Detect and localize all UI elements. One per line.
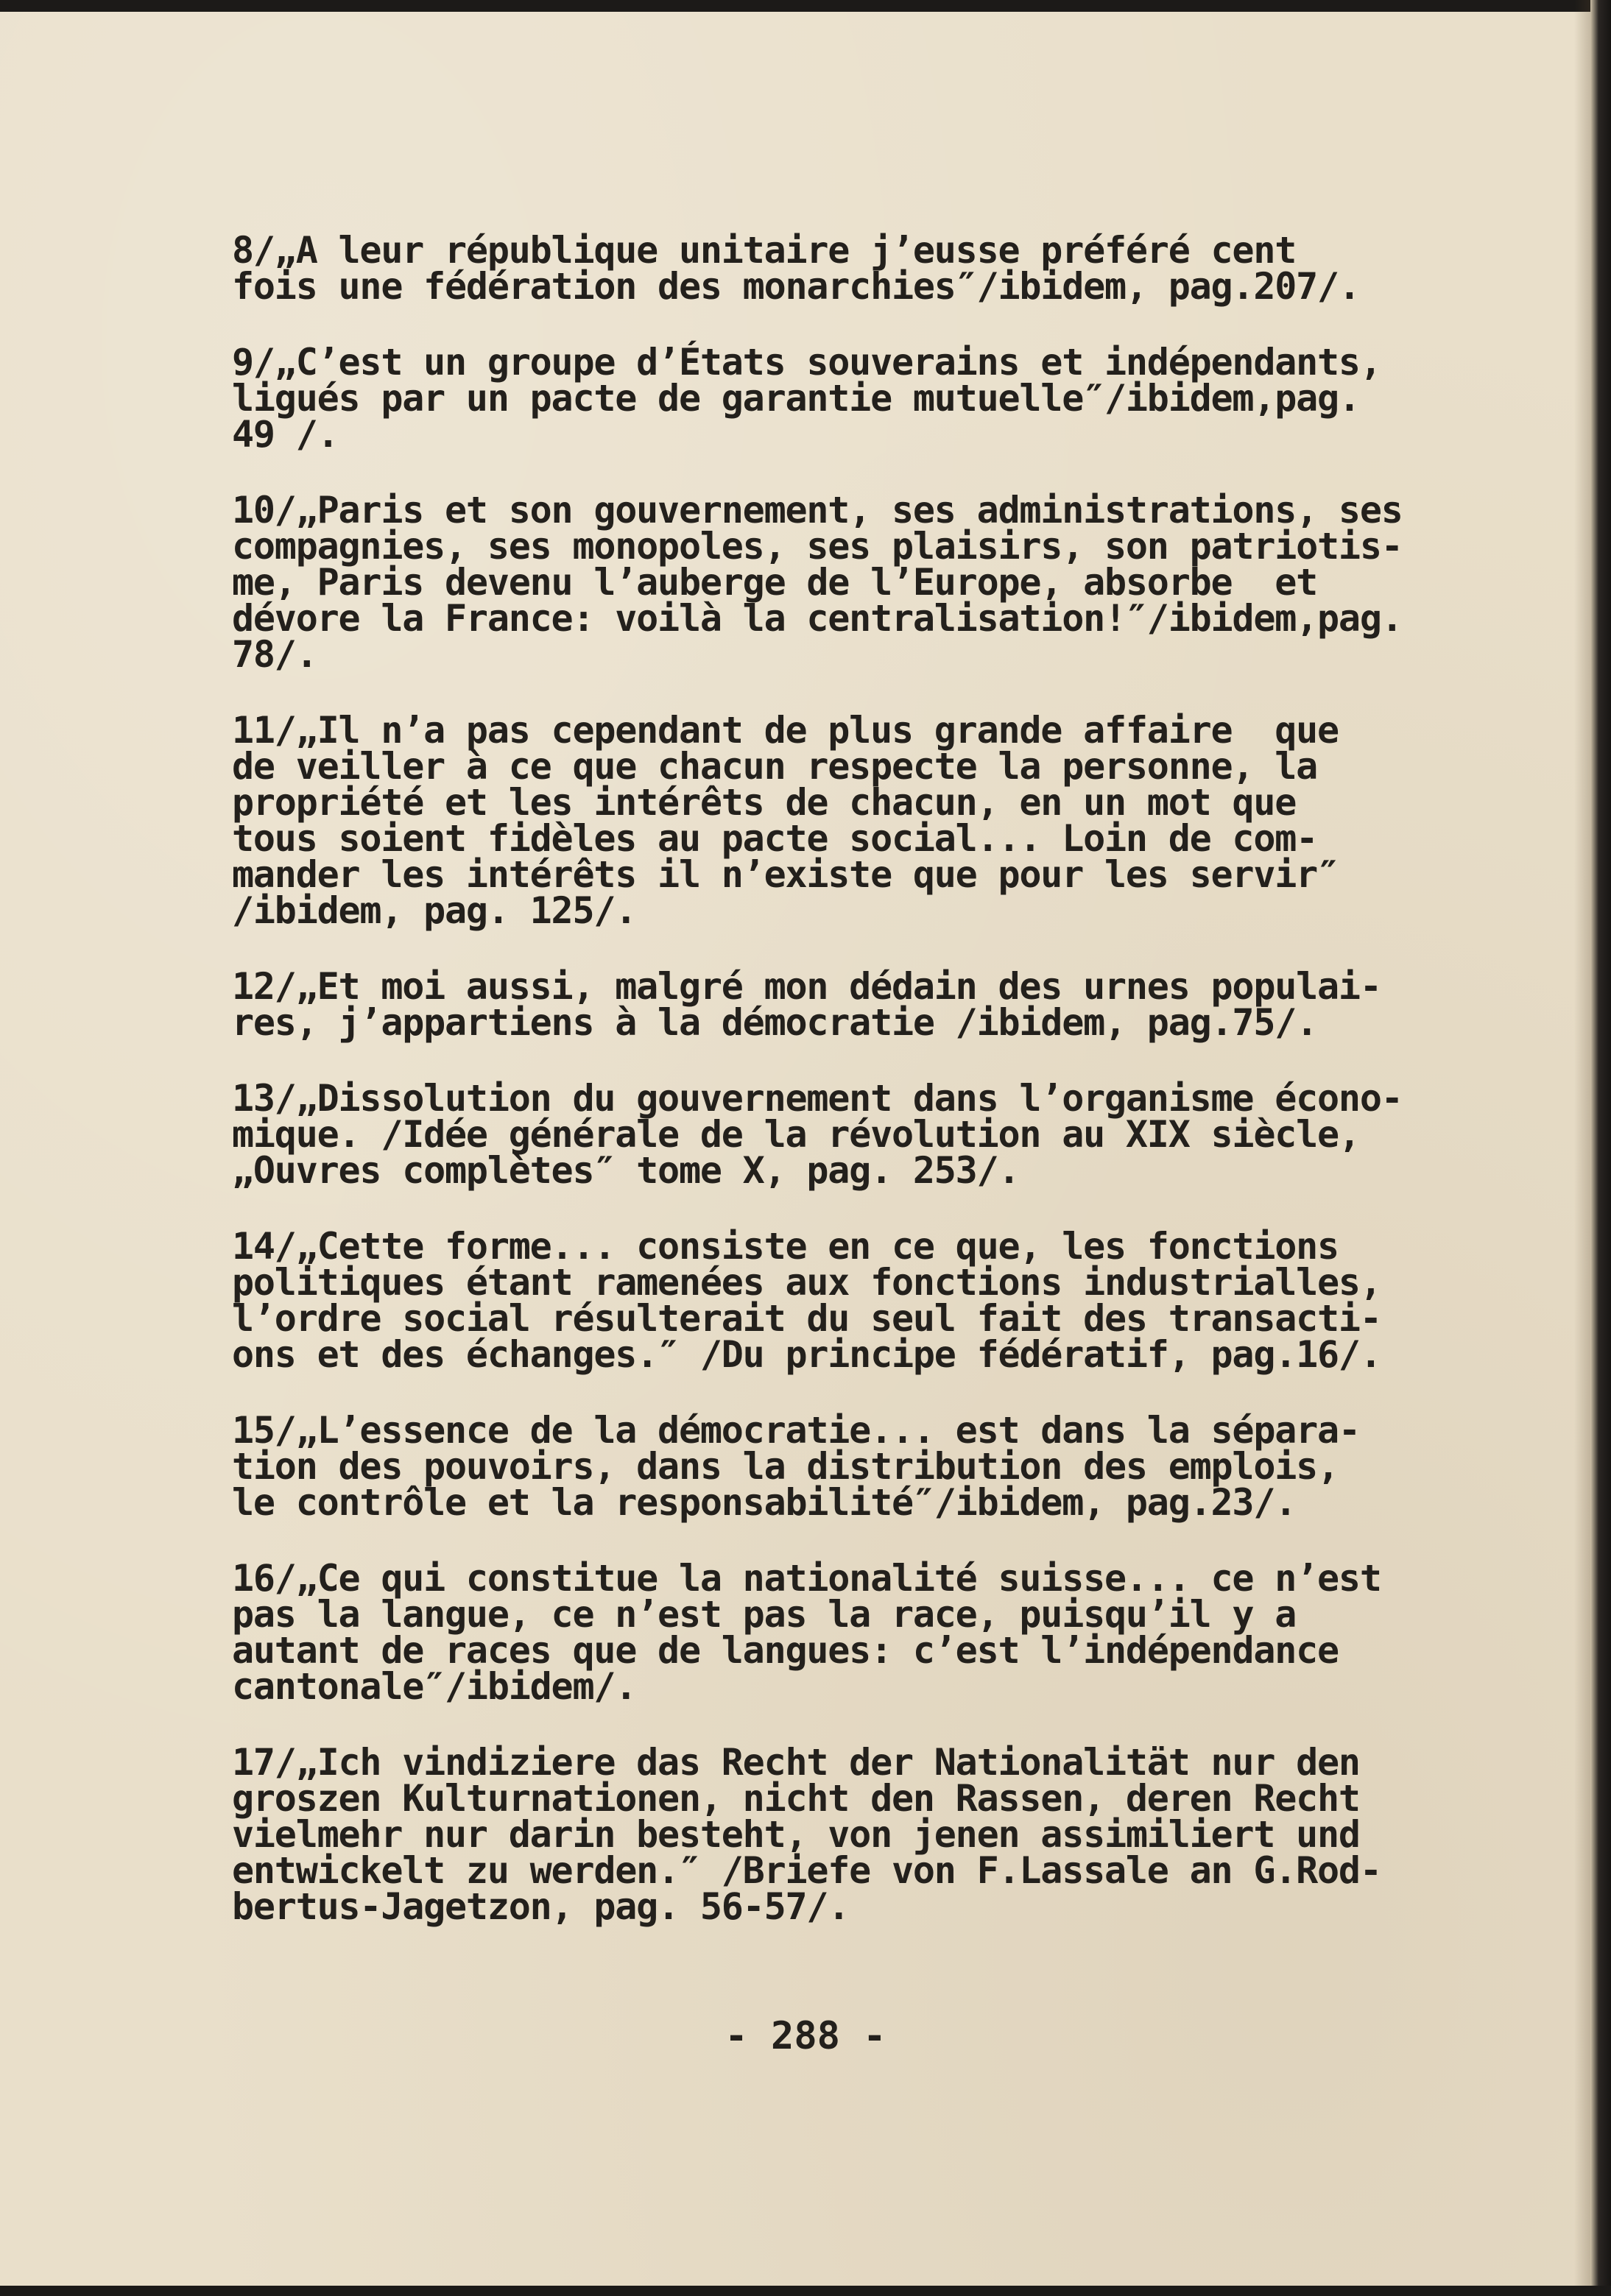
footnote-13: [232, 1077, 1454, 1192]
footnote-11: [232, 709, 1454, 932]
footnote-line: 17/„Ich vindiziere das Recht der Nationalität nur den: [232, 1741, 1360, 1784]
footnote-line: /ibidem, pag. 125/.: [232, 889, 637, 932]
scan-edge-top: [0, 0, 1611, 12]
footnote-10: [232, 489, 1454, 676]
footnote-line: mique. /Idée générale de la révolution au XIX siècle,: [232, 1113, 1360, 1156]
footnote-8: [232, 229, 1454, 308]
footnote-line: tous soient fidèles au pacte social... Loin de com-: [232, 817, 1318, 860]
scan-edge-right-shadow: [1574, 0, 1590, 2296]
footnote-line: autant de races que de langues: c’est l’indépendance: [232, 1629, 1339, 1672]
footnote-line: dévore la France: voilà la centralisation!″/ibidem,pag.: [232, 597, 1403, 640]
footnote-line: 15/„L’essence de la démocratie... est dans la sépara-: [232, 1409, 1360, 1452]
footnote-line: ons et des échanges.″ /Du principe fédératif, pag.16/.: [232, 1333, 1381, 1376]
footnote-line: 8/„A leur république unitaire j’eusse préféré cent: [232, 229, 1297, 272]
footnote-line: 49 /.: [232, 413, 339, 456]
footnote-16: [232, 1557, 1454, 1708]
page-number: - 288 -: [725, 2014, 886, 2058]
footnote-line: fois une fédération des monarchies″/ibidem, pag.207/.: [232, 265, 1360, 308]
footnote-line: vielmehr nur darin besteht, von jenen assimiliert und: [232, 1813, 1360, 1856]
footnote-line: „Ouvres complètes″ tome X, pag. 253/.: [232, 1149, 1020, 1192]
footnote-line: pas la langue, ce n’est pas la race, puisqu’il y a: [232, 1593, 1297, 1636]
footnote-line: mander les intérêts il n’existe que pour les servir″: [232, 853, 1339, 896]
footnote-line: bertus-Jagetzon, pag. 56-57/.: [232, 1885, 850, 1928]
footnote-15: [232, 1409, 1454, 1524]
footnote-line: de veiller à ce que chacun respecte la personne, la: [232, 745, 1318, 788]
footnote-line: cantonale″/ibidem/.: [232, 1665, 637, 1708]
footnote-12: [232, 965, 1454, 1044]
footnote-line: 14/„Cette forme... consiste en ce que, les fonctions: [232, 1225, 1339, 1268]
footnote-line: groszen Kulturnationen, nicht den Rassen, deren Recht: [232, 1777, 1360, 1820]
footnotes-block: [232, 229, 1454, 1965]
footnote-line: l’ordre social résulterait du seul fait des transacti-: [232, 1297, 1381, 1340]
footnote-line: 9/„C’est un groupe d’États souverains et indépendants,: [232, 341, 1381, 384]
footnote-line: 16/„Ce qui constitue la nationalité suisse... ce n’est: [232, 1557, 1381, 1600]
footnote-line: compagnies, ses monopoles, ses plaisirs, son patriotis-: [232, 525, 1403, 568]
footnote-17: [232, 1741, 1454, 1928]
footnote-line: res, j’appartiens à la démocratie /ibidem, pag.75/.: [232, 1001, 1318, 1044]
footnote-line: entwickelt zu werden.″ /Briefe von F.Lassale an G.Rod-: [232, 1849, 1381, 1892]
scan-edge-right: [1590, 0, 1611, 2296]
scan-edge-bottom: [0, 2286, 1611, 2296]
footnote-line: 13/„Dissolution du gouvernement dans l’organisme écono-: [232, 1077, 1403, 1120]
footnote-14: [232, 1225, 1454, 1376]
footnote-line: ligués par un pacte de garantie mutuelle″/ibidem,pag.: [232, 377, 1360, 420]
footnote-line: 11/„Il n’a pas cependant de plus grande affaire que: [232, 709, 1339, 752]
footnote-line: politiques étant ramenées aux fonctions industrialles,: [232, 1261, 1381, 1304]
footnote-line: 10/„Paris et son gouvernement, ses administrations, ses: [232, 489, 1403, 531]
footnote-line: propriété et les intérêts de chacun, en un mot que: [232, 781, 1297, 824]
footnote-9: [232, 341, 1454, 456]
footnote-line: le contrôle et la responsabilité″/ibidem, pag.23/.: [232, 1481, 1297, 1524]
footnote-line: me, Paris devenu l’auberge de l’Europe, absorbe et: [232, 561, 1318, 604]
footnote-line: 78/.: [232, 633, 317, 676]
footnote-line: tion des pouvoirs, dans la distribution des emplois,: [232, 1445, 1339, 1488]
footnote-line: 12/„Et moi aussi, malgré mon dédain des urnes populai-: [232, 965, 1381, 1008]
